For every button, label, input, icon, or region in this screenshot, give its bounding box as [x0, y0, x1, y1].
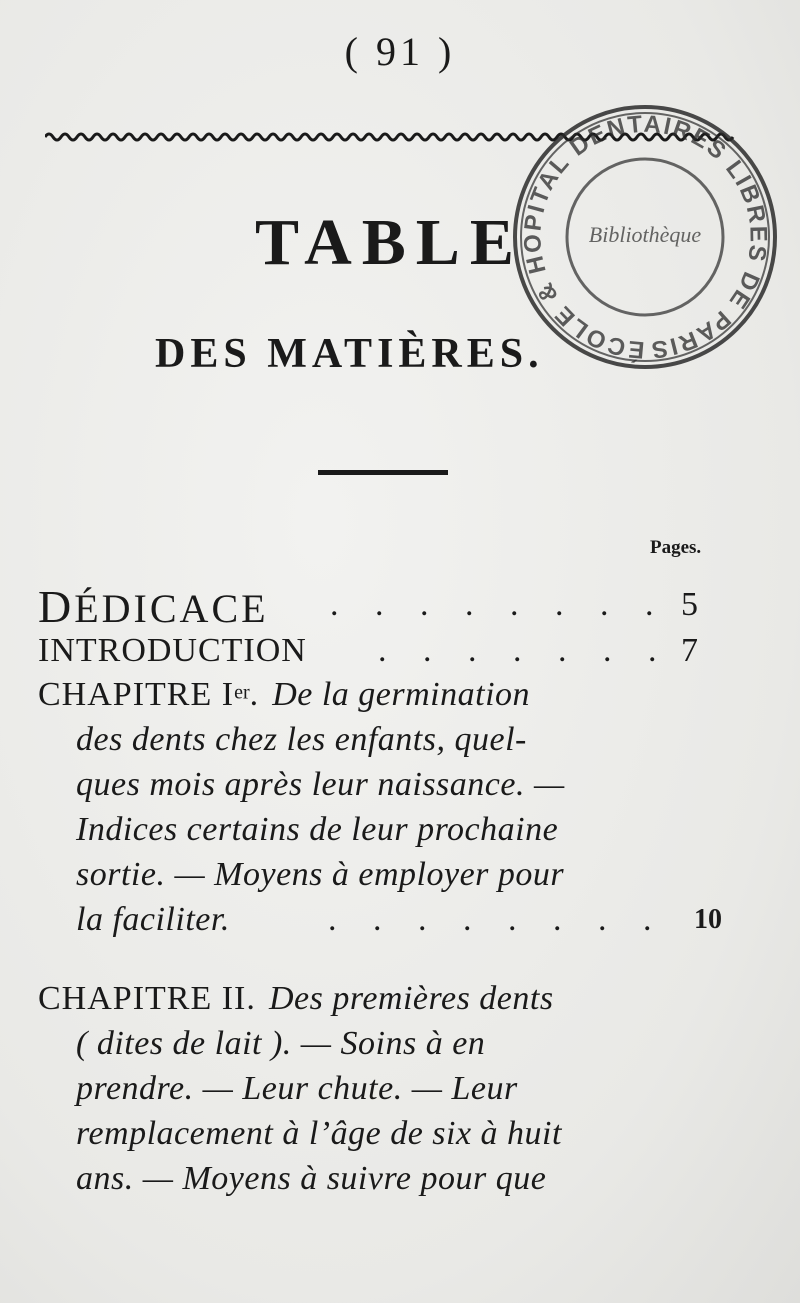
entry-title: ÉDICACE: [74, 586, 269, 631]
chapter-heading: CHAPITRE II.: [38, 980, 256, 1017]
entry-line: De la germination: [272, 676, 531, 713]
library-stamp: [498, 92, 793, 377]
entry-line: la faciliter.: [76, 901, 230, 938]
page-ref: 7: [681, 632, 698, 669]
entry-line: Des premières dents: [268, 980, 554, 1017]
svg-text:Bibliothèque: Bibliothèque: [588, 222, 702, 247]
entry-line: sortie. — Moyens à employer pour: [76, 856, 565, 893]
dot-leaders: . . . . . . . .: [330, 586, 668, 623]
dot-leaders: . . . . . . .: [378, 632, 671, 669]
drop-letter: D: [38, 581, 75, 632]
chapter-heading: CHAPITRE I: [38, 676, 235, 713]
dot-leaders: . . . . . . . .: [328, 901, 666, 938]
page-ref: 5: [681, 586, 698, 623]
entry-title: INTRODUCTION: [38, 632, 307, 669]
page-number: ( 91 ): [344, 29, 456, 74]
svg-text:ÉCOLE & HOPITAL DENTAIRES LIBR: ÉCOLE & HOPITAL DENTAIRES LIBRES DE PARIS: [519, 110, 772, 364]
chapter-superscript: er: [234, 681, 250, 704]
entry-line: des dents chez les enfants, quel-: [76, 721, 527, 758]
entry-line: prendre. — Leur chute. — Leur: [76, 1070, 518, 1107]
page-subtitle: DES MATIÈRES.: [155, 331, 544, 377]
entry-line: ques mois après leur naissance. —: [76, 766, 565, 803]
entry-line: ( dites de lait ). — Soins à en: [76, 1025, 486, 1062]
page-ref: 10: [694, 904, 722, 935]
entry-line: remplacement à l’âge de six à huit: [76, 1115, 562, 1152]
entry-line: ans. — Moyens à suivre pour que: [76, 1160, 547, 1197]
pages-column-label: Pages.: [650, 537, 702, 558]
divider-rule: [318, 470, 448, 475]
entry-line: Indices certains de leur prochaine: [76, 811, 559, 848]
chapter-heading-punct: .: [249, 676, 260, 713]
page-title: TABLE: [255, 206, 524, 279]
